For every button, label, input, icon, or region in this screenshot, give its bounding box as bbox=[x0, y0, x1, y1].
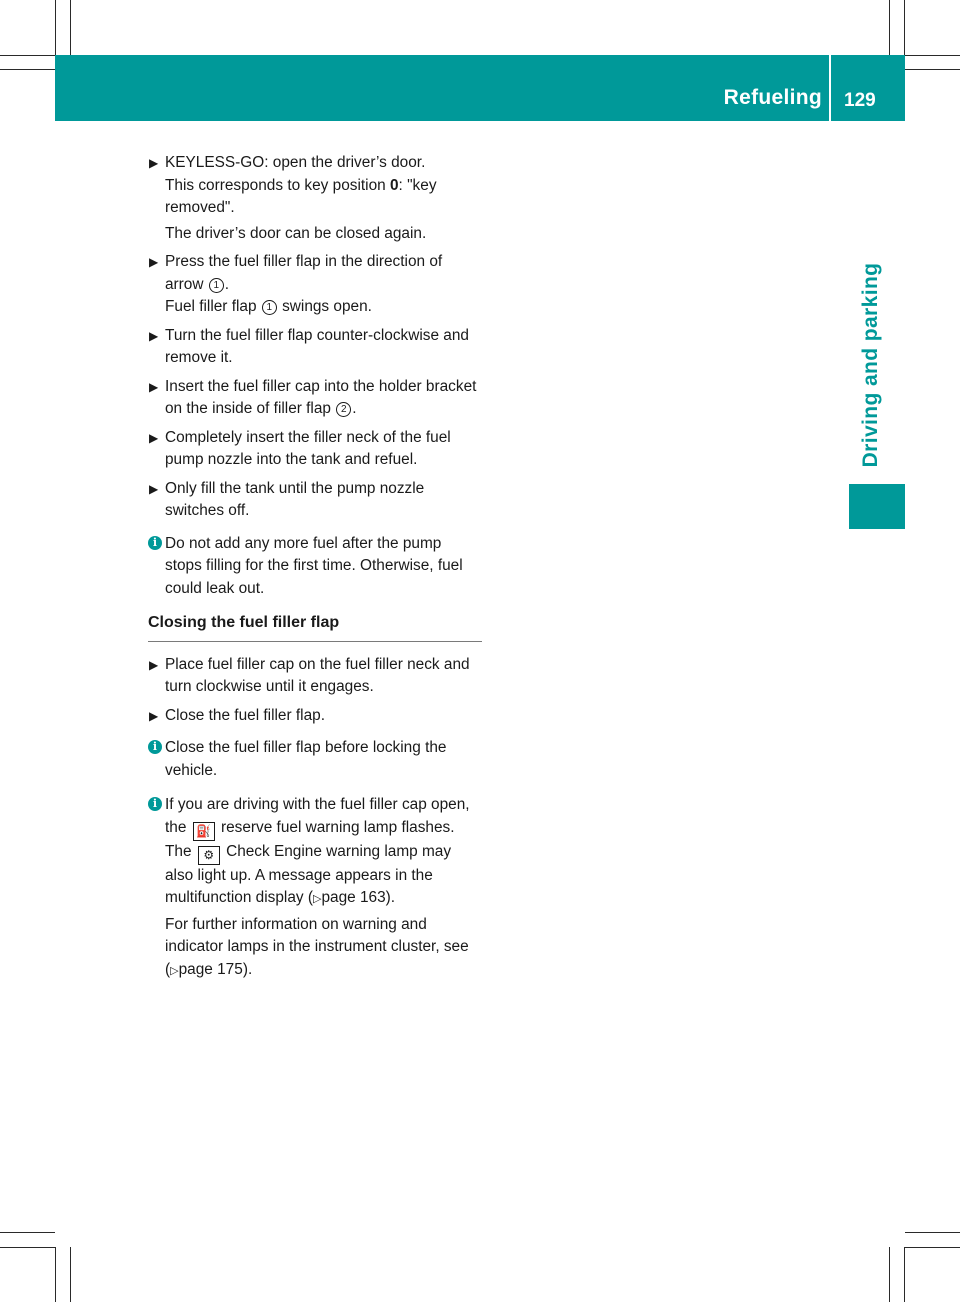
page-content bbox=[148, 152, 482, 994]
step-text: Close the fuel filler flap. bbox=[165, 706, 325, 724]
crop-mark bbox=[55, 1247, 56, 1302]
step-text: Turn the fuel filler flap counter-clockwise and remove it. bbox=[165, 326, 469, 366]
step-result: The driver’s door can be closed again. bbox=[165, 224, 427, 242]
result-text: : "key removed". bbox=[165, 176, 437, 216]
info-text-part: For further information on warning and indicator lamps in the instrument cluster, see ( bbox=[165, 915, 469, 978]
info-icon: i bbox=[148, 740, 162, 754]
triangle-arrow-icon: ▶ bbox=[149, 156, 159, 170]
instruction-step bbox=[148, 325, 482, 370]
instruction-step bbox=[148, 705, 482, 728]
chapter-title: Refueling bbox=[723, 86, 822, 109]
step-text bbox=[165, 251, 482, 296]
instruction-step bbox=[148, 427, 482, 472]
crop-mark bbox=[904, 1247, 905, 1302]
triangle-arrow-icon: ▶ bbox=[149, 657, 159, 672]
callout-number-1: 1 bbox=[209, 278, 224, 293]
crop-mark bbox=[0, 1247, 55, 1248]
check-engine-icon: ⚙ bbox=[198, 846, 220, 865]
crop-mark bbox=[889, 1247, 890, 1302]
info-text: Close the fuel filler flap before locking the vehicle. bbox=[165, 739, 447, 779]
crop-mark bbox=[905, 1232, 960, 1233]
key-position: 0 bbox=[389, 176, 399, 194]
triangle-arrow-icon: ▶ bbox=[149, 708, 159, 723]
page-reference-link[interactable]: page 163 bbox=[321, 889, 386, 906]
triangle-arrow-icon: ▶ bbox=[149, 481, 159, 496]
step-text-part: Press the fuel filler flap in the direction of arrow bbox=[165, 253, 443, 293]
step-text-part: . bbox=[352, 400, 357, 417]
section-heading: Closing the fuel filler flap bbox=[148, 612, 482, 642]
step-result bbox=[165, 175, 482, 220]
crop-mark bbox=[905, 55, 960, 56]
triangle-arrow-icon: ▶ bbox=[149, 255, 159, 269]
info-text-part: reserve fuel warning lamp flashes. The bbox=[165, 818, 455, 860]
triangle-arrow-icon: ▶ bbox=[149, 379, 159, 394]
page-ref-triangle-icon: ▷ bbox=[313, 893, 322, 905]
side-chapter-label bbox=[848, 255, 894, 475]
side-chapter-tab bbox=[849, 484, 905, 529]
callout-number-2: 2 bbox=[336, 402, 351, 417]
info-note bbox=[148, 533, 482, 601]
instruction-step bbox=[148, 376, 482, 421]
crop-mark bbox=[0, 1232, 55, 1233]
info-text bbox=[165, 914, 482, 983]
step-text-part: . bbox=[224, 275, 230, 293]
triangle-arrow-icon: ▶ bbox=[149, 328, 159, 343]
crop-mark bbox=[905, 1247, 960, 1248]
crop-mark bbox=[70, 1247, 71, 1302]
info-text: Do not add any more fuel after the pump stops filling for the first time. Otherwise, fuel could leak out. bbox=[165, 534, 463, 597]
page-ref-triangle-icon: ▷ bbox=[170, 964, 179, 977]
step-text: KEYLESS-GO: open the driver’s door. bbox=[165, 154, 426, 171]
result-text: Fuel filler flap bbox=[165, 298, 261, 315]
info-icon: i bbox=[148, 536, 162, 550]
instruction-step bbox=[148, 478, 482, 523]
crop-mark bbox=[889, 0, 890, 55]
step-text: Place fuel filler cap on the fuel filler neck and turn clockwise until it engages. bbox=[165, 655, 470, 695]
step-text: Only fill the tank until the pump nozzle switches off. bbox=[165, 479, 425, 519]
info-text-part: ). bbox=[385, 889, 396, 906]
header-divider bbox=[829, 55, 831, 121]
step-text bbox=[165, 376, 482, 421]
callout-number-1: 1 bbox=[262, 300, 277, 315]
info-note bbox=[148, 794, 482, 982]
step-result bbox=[165, 296, 482, 319]
crop-mark bbox=[904, 0, 905, 55]
result-text: This corresponds to key position bbox=[165, 176, 390, 194]
instruction-step bbox=[148, 152, 482, 245]
step-text-part: Insert the fuel filler cap into the holder bracket on the inside of filler flap bbox=[165, 377, 477, 417]
info-text-part: If you are driving with the fuel filler cap open, the bbox=[165, 796, 470, 836]
result-text: swings open. bbox=[277, 298, 372, 315]
info-text-part: Check Engine warning lamp may also light up. A message appears in the multifunction display ( bbox=[165, 842, 452, 906]
info-note bbox=[148, 737, 482, 782]
step-text: Completely insert the filler neck of the fuel pump nozzle into the tank and refuel. bbox=[165, 428, 451, 468]
info-icon: i bbox=[148, 797, 162, 811]
fuel-pump-icon: ⛽ bbox=[193, 822, 215, 841]
crop-mark bbox=[55, 0, 56, 55]
triangle-arrow-icon: ▶ bbox=[149, 430, 159, 445]
side-chapter-text: Driving and parking bbox=[859, 262, 882, 468]
instruction-step bbox=[148, 654, 482, 699]
crop-mark bbox=[0, 69, 55, 70]
info-text bbox=[165, 794, 482, 911]
crop-mark bbox=[70, 0, 71, 55]
instruction-step bbox=[148, 251, 482, 319]
info-text-part: ). bbox=[242, 960, 253, 978]
crop-mark bbox=[905, 69, 960, 70]
crop-mark bbox=[0, 55, 55, 56]
page-number: 129 bbox=[844, 90, 876, 111]
page-reference-link[interactable]: page 175 bbox=[178, 960, 243, 978]
